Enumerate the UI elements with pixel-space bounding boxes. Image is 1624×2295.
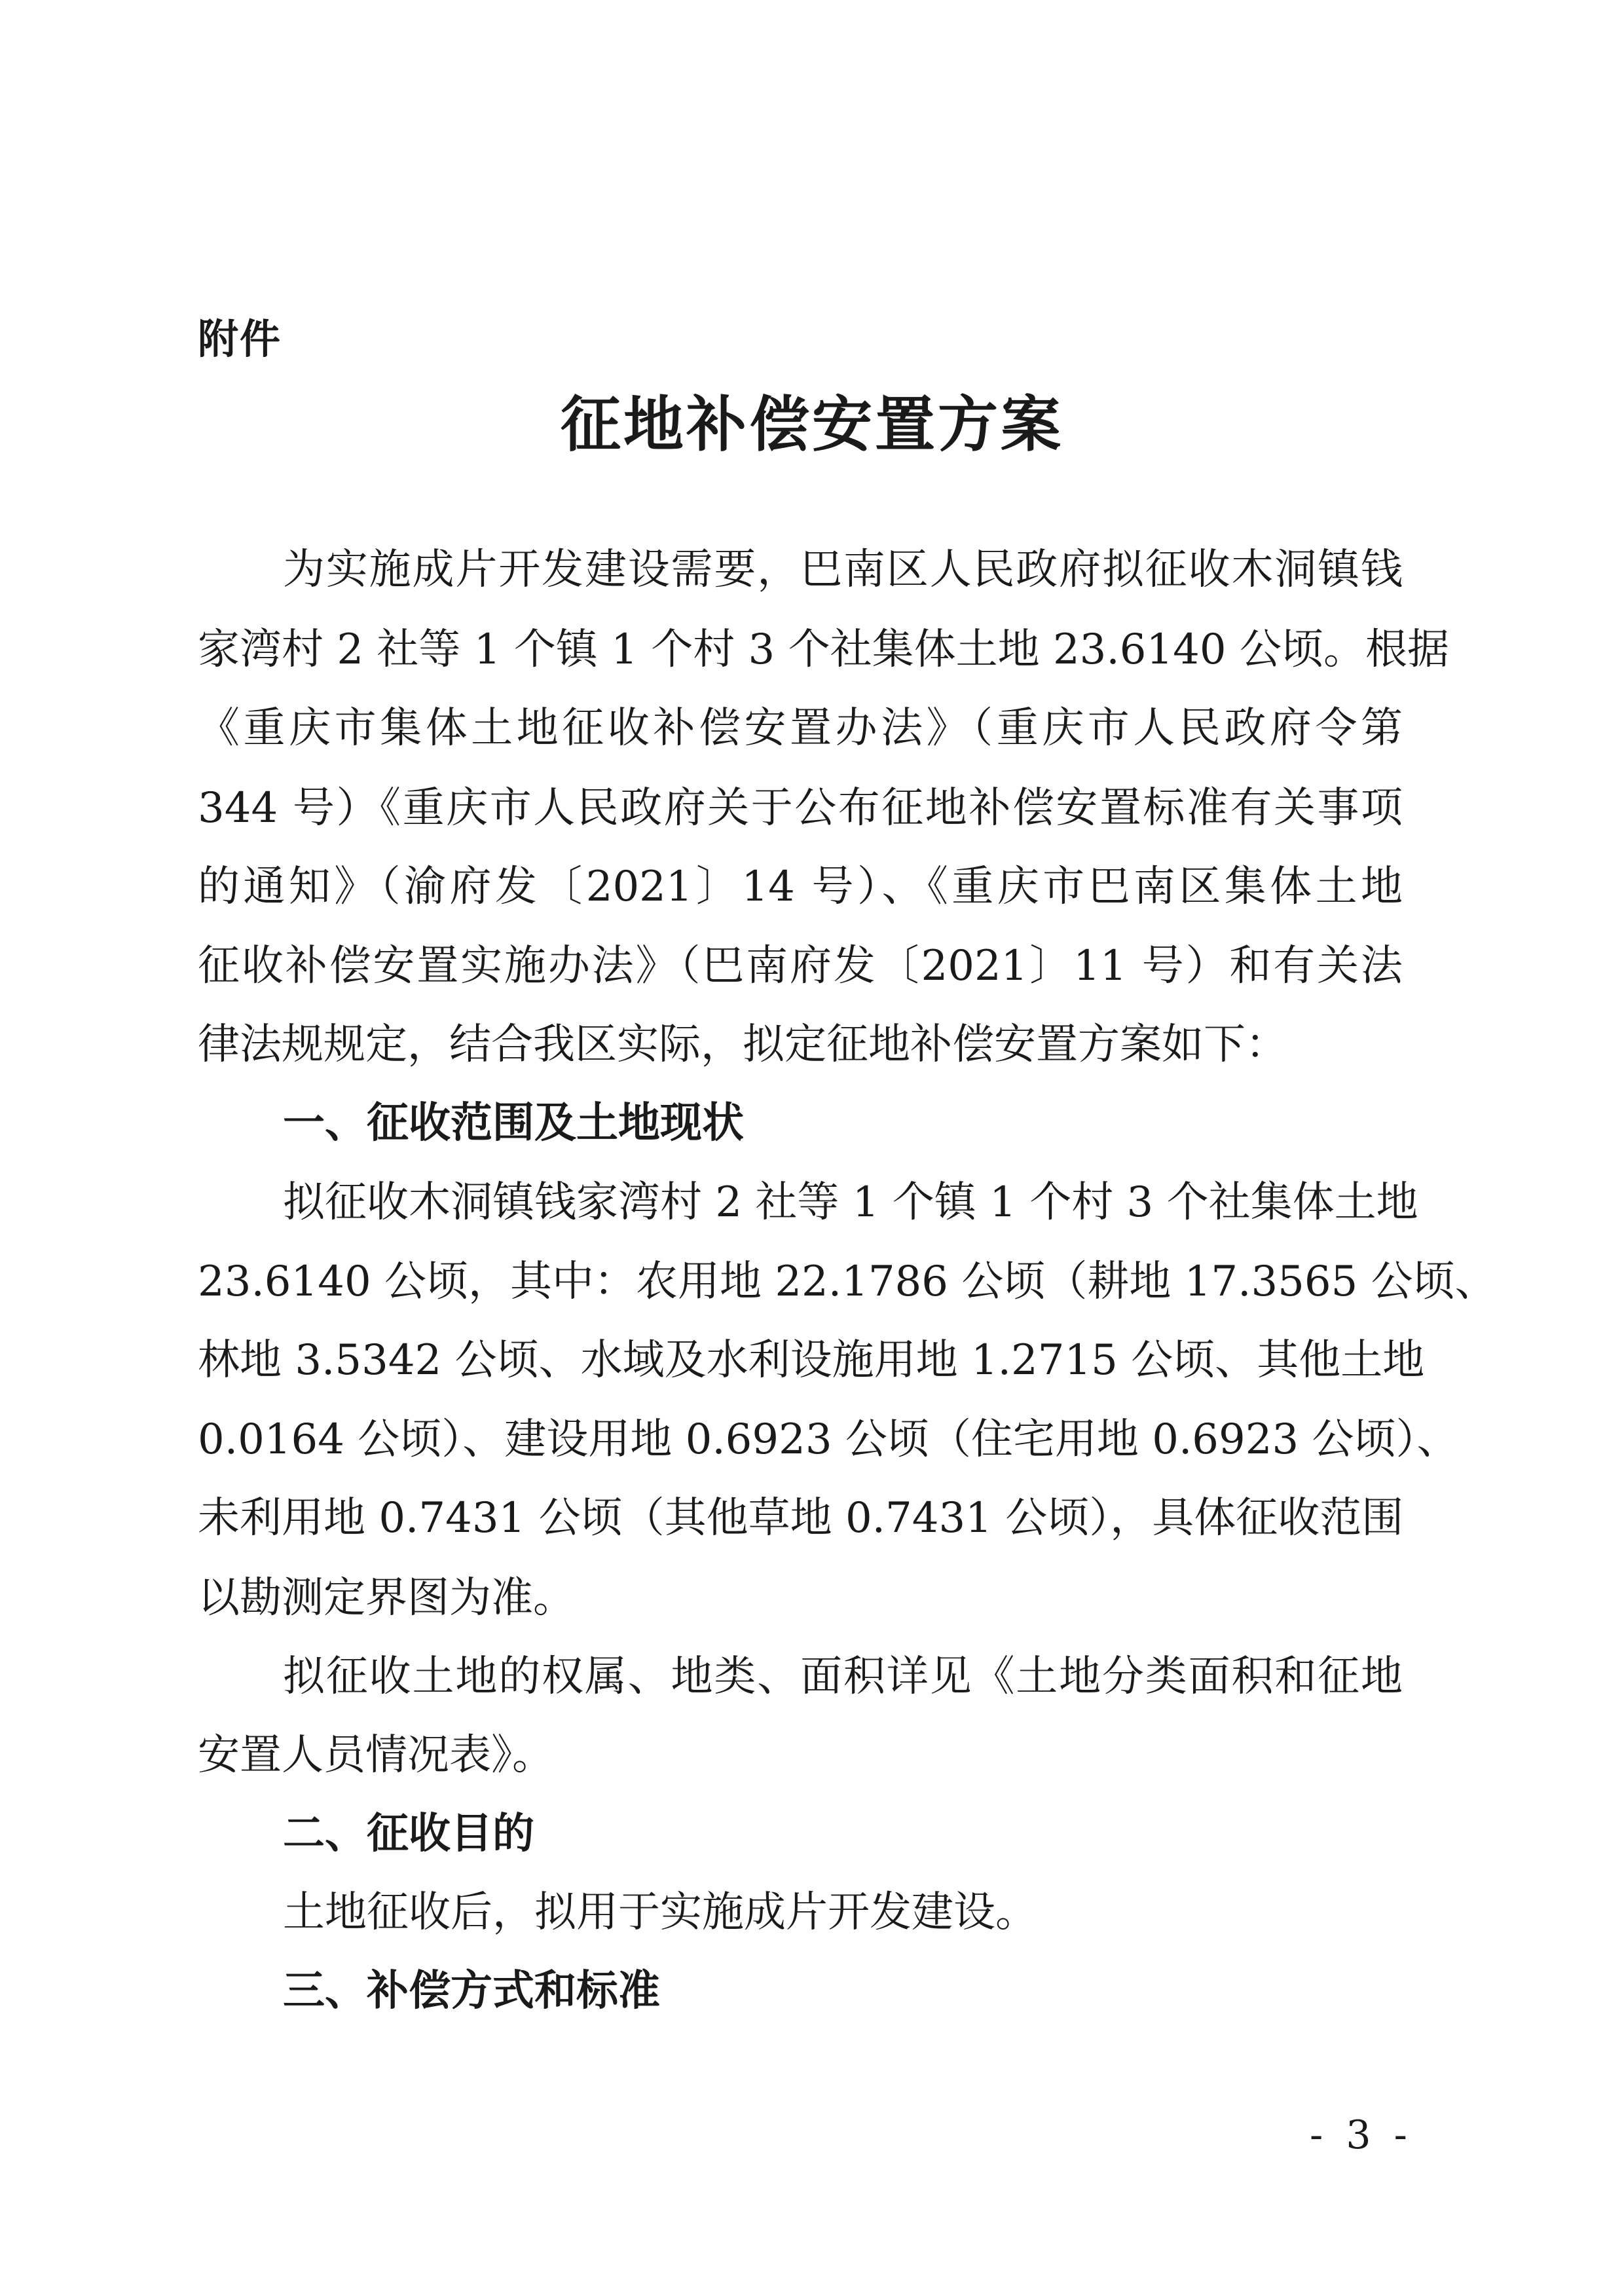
section1-line-4: 0.0164 公顷）、建设用地 0.6923 公顷（住宅用地 0.6923 公顷）、	[198, 1415, 1459, 1464]
section1-para2-line-2: 安置人员情况表》。	[198, 1731, 554, 1780]
section1-para2-line-1: 拟征收土地的权属、地类、面积详见《土地分类面积和征地	[283, 1652, 1403, 1701]
section-heading-3: 三、补偿方式和标准	[283, 1967, 660, 2015]
section2-text: 土地征收后，拟用于实施成片开发建设。	[283, 1888, 1037, 1937]
section1-line-6: 以勘测定界图为准。	[198, 1574, 575, 1622]
intro-line-7: 律法规规定，结合我区实际，拟定征地补偿安置方案如下：	[198, 1020, 1287, 1069]
section-heading-2: 二、征收目的	[283, 1810, 534, 1858]
section1-line-5: 未利用地 0.7431 公顷（其他草地 0.7431 公顷），具体征收范围	[198, 1494, 1404, 1542]
intro-line-2: 家湾村 2 社等 1 个镇 1 个村 3 个社集体土地 23.6140 公顷。根据	[198, 625, 1449, 674]
section-heading-1: 一、征收范围及土地现状	[283, 1099, 744, 1148]
intro-line-1: 为实施成片开发建设需要，巴南区人民政府拟征收木洞镇钱	[283, 546, 1403, 594]
intro-line-3: 《重庆市集体土地征收补偿安置办法》（重庆市人民政府令第	[198, 704, 1403, 753]
intro-line-4: 344 号）《重庆市人民政府关于公布征地补偿安置标准有关事项	[198, 784, 1403, 832]
document-title: 征地补偿安置方案	[560, 389, 1063, 460]
section1-line-1: 拟征收木洞镇钱家湾村 2 社等 1 个镇 1 个村 3 个社集体土地	[283, 1178, 1418, 1227]
section1-line-2: 23.6140 公顷，其中：农用地 22.1786 公顷（耕地 17.3565 公顷、	[198, 1258, 1497, 1306]
page-number: - 3 -	[1310, 2112, 1412, 2158]
intro-line-5: 的通知》（渝府发〔2021〕14 号）、《重庆市巴南区集体土地	[198, 863, 1403, 911]
section1-line-3: 林地 3.5342 公顷、水域及水利设施用地 1.2715 公顷、其他土地	[198, 1336, 1425, 1385]
attachment-label: 附件	[198, 315, 282, 363]
intro-line-6: 征收补偿安置实施办法》（巴南府发〔2021〕11 号）和有关法	[198, 942, 1403, 990]
